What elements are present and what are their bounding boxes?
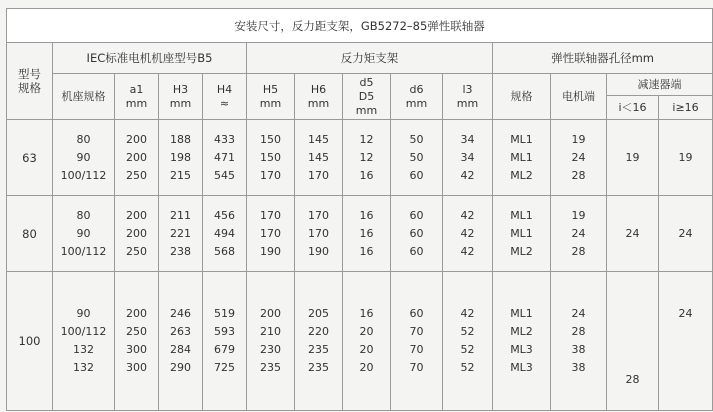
h5-header-unit: mm bbox=[259, 96, 282, 110]
l3-header-unit: mm bbox=[456, 96, 479, 110]
h6-value: 170 bbox=[308, 208, 329, 222]
d5-cell bbox=[343, 120, 391, 196]
h4-header-unit: ≈ bbox=[219, 96, 230, 110]
model-header-line1: 型号 bbox=[18, 67, 41, 81]
motor-end-value: 24 bbox=[571, 307, 586, 320]
h3-value: 238 bbox=[170, 244, 191, 258]
d6-value: 60 bbox=[409, 307, 424, 320]
reducer-end-header: 减速器端 bbox=[607, 74, 713, 96]
h6-cell bbox=[295, 120, 343, 196]
h4-value: 494 bbox=[214, 226, 235, 240]
d5-value: 16 bbox=[359, 168, 374, 182]
h4-cell bbox=[203, 120, 247, 196]
d6-cell bbox=[391, 272, 443, 411]
h5-value: 190 bbox=[260, 244, 281, 258]
l3-cell bbox=[443, 272, 493, 411]
h6-value: 170 bbox=[308, 226, 329, 240]
h4-value: 568 bbox=[214, 244, 235, 258]
d6-value: 60 bbox=[409, 244, 424, 258]
d6-header bbox=[391, 74, 443, 120]
l3-value: 34 bbox=[460, 132, 475, 146]
frame-cell bbox=[53, 120, 115, 196]
frame-value: 132 bbox=[73, 361, 94, 374]
spec-value: ML1 bbox=[510, 307, 533, 320]
spec-value: ML1 bbox=[510, 208, 533, 222]
motor-end-value: 28 bbox=[571, 168, 586, 182]
motor-end-value: 38 bbox=[571, 361, 586, 374]
table-row bbox=[7, 120, 713, 196]
d6-value: 60 bbox=[409, 226, 424, 240]
h3-header-name: H3 bbox=[172, 82, 189, 96]
d6-value: 60 bbox=[409, 168, 424, 182]
h4-cell bbox=[203, 272, 247, 411]
h5-cell bbox=[247, 120, 295, 196]
d5-value: 16 bbox=[359, 208, 374, 222]
motor-end-value: 24 bbox=[571, 150, 586, 164]
h5-cell bbox=[247, 196, 295, 272]
a1-value: 200 bbox=[126, 307, 147, 320]
spec-cell bbox=[493, 272, 551, 411]
a1-value: 250 bbox=[126, 244, 147, 258]
h5-cell bbox=[247, 272, 295, 411]
a1-value: 200 bbox=[126, 150, 147, 164]
h3-header-unit: mm bbox=[169, 96, 192, 110]
h5-header bbox=[247, 74, 295, 120]
h3-value: 263 bbox=[170, 325, 191, 338]
ratio-ge16-cell: 19 bbox=[659, 120, 713, 196]
d6-header-name: d6 bbox=[409, 82, 424, 96]
l3-value: 42 bbox=[460, 244, 475, 258]
h5-value: 150 bbox=[260, 132, 281, 146]
h6-header-name: H6 bbox=[310, 82, 327, 96]
h4-value: 471 bbox=[214, 150, 235, 164]
l3-cell bbox=[443, 120, 493, 196]
h4-header-name: H4 bbox=[216, 82, 233, 96]
h6-value: 235 bbox=[308, 343, 329, 356]
h4-value: 725 bbox=[214, 361, 235, 374]
model-cell: 63 bbox=[7, 120, 53, 196]
l3-header-name: l3 bbox=[462, 82, 473, 96]
d5-header-unit: mm bbox=[355, 103, 378, 117]
a1-value: 200 bbox=[126, 132, 147, 146]
l3-value: 42 bbox=[460, 168, 475, 182]
frame-value: 100/112 bbox=[60, 244, 107, 258]
motor-end-cell bbox=[551, 272, 607, 411]
ratio-ge16-cell: 24 bbox=[659, 196, 713, 272]
motor-end-value: 28 bbox=[571, 325, 586, 338]
d5-value: 16 bbox=[359, 244, 374, 258]
d5-value: 12 bbox=[359, 150, 374, 164]
h3-value: 215 bbox=[170, 168, 191, 182]
model-header-line2: 规格 bbox=[18, 81, 41, 95]
motor-end-header: 电机端 bbox=[551, 74, 607, 120]
d6-value: 50 bbox=[409, 150, 424, 164]
d5-header bbox=[343, 74, 391, 120]
h4-value: 519 bbox=[214, 307, 235, 320]
d5-header-name-2: D5 bbox=[358, 89, 375, 103]
d6-cell bbox=[391, 120, 443, 196]
iec-group-header: IEC标准电机机座型号B5 bbox=[53, 43, 247, 74]
frame-value: 90 bbox=[76, 226, 91, 240]
motor-end-cell bbox=[551, 196, 607, 272]
coupling-group-header: 弹性联轴器孔径mm bbox=[493, 43, 713, 74]
h6-cell bbox=[295, 196, 343, 272]
ratio-lt16-cell: 28 bbox=[607, 272, 659, 411]
frame-value: 90 bbox=[76, 307, 91, 320]
l3-value: 34 bbox=[460, 150, 475, 164]
h5-value: 170 bbox=[260, 208, 281, 222]
h6-header-unit: mm bbox=[307, 96, 330, 110]
h4-value: 593 bbox=[214, 325, 235, 338]
h4-header bbox=[203, 74, 247, 120]
ratio-lt16-header: i＜16 bbox=[607, 96, 659, 120]
a1-value: 300 bbox=[126, 343, 147, 356]
l3-value: 52 bbox=[460, 325, 475, 338]
a1-value: 200 bbox=[126, 208, 147, 222]
motor-end-value: 19 bbox=[571, 132, 586, 146]
ratio-lt16-cell: 19 bbox=[607, 120, 659, 196]
table-row bbox=[7, 272, 713, 411]
d5-value: 16 bbox=[359, 307, 374, 320]
l3-header bbox=[443, 74, 493, 120]
table-row bbox=[7, 196, 713, 272]
motor-end-value: 38 bbox=[571, 343, 586, 356]
spec-cell bbox=[493, 120, 551, 196]
h5-value: 170 bbox=[260, 168, 281, 182]
h5-value: 235 bbox=[260, 361, 281, 374]
h6-value: 145 bbox=[308, 132, 329, 146]
d6-header-unit: mm bbox=[405, 96, 428, 110]
frame-value: 80 bbox=[76, 132, 91, 146]
h4-value: 545 bbox=[214, 168, 235, 182]
d5-header-name: d5 bbox=[359, 75, 374, 89]
spec-value: ML2 bbox=[510, 168, 533, 182]
h3-value: 198 bbox=[170, 150, 191, 164]
a1-header-name: a1 bbox=[129, 82, 144, 96]
ratio-lt16-cell: 24 bbox=[607, 196, 659, 272]
h6-value: 190 bbox=[308, 244, 329, 258]
h6-value: 170 bbox=[308, 168, 329, 182]
h5-value: 230 bbox=[260, 343, 281, 356]
h4-value: 679 bbox=[214, 343, 235, 356]
frame-value: 90 bbox=[76, 150, 91, 164]
h3-header bbox=[159, 74, 203, 120]
h6-header bbox=[295, 74, 343, 120]
d6-cell bbox=[391, 196, 443, 272]
d5-value: 16 bbox=[359, 226, 374, 240]
h3-value: 290 bbox=[170, 361, 191, 374]
h5-value: 210 bbox=[260, 325, 281, 338]
h6-value: 235 bbox=[308, 361, 329, 374]
frame-header: 机座规格 bbox=[53, 74, 115, 120]
frame-cell bbox=[53, 272, 115, 411]
table-title: 安装尺寸，反力距支架，GB5272–85弹性联轴器 bbox=[7, 9, 713, 43]
d6-value: 70 bbox=[409, 325, 424, 338]
h6-value: 205 bbox=[308, 307, 329, 320]
motor-end-cell bbox=[551, 120, 607, 196]
frame-cell bbox=[53, 196, 115, 272]
motor-end-value: 24 bbox=[571, 226, 586, 240]
h3-cell bbox=[159, 272, 203, 411]
a1-value: 250 bbox=[126, 325, 147, 338]
d6-value: 50 bbox=[409, 132, 424, 146]
l3-value: 42 bbox=[460, 226, 475, 240]
h5-value: 170 bbox=[260, 226, 281, 240]
model-cell: 100 bbox=[7, 272, 53, 411]
a1-header bbox=[115, 74, 159, 120]
frame-value: 100/112 bbox=[60, 325, 107, 338]
h3-value: 211 bbox=[170, 208, 191, 222]
spec-value: ML1 bbox=[510, 150, 533, 164]
frame-value: 80 bbox=[76, 208, 91, 222]
frame-value: 132 bbox=[73, 343, 94, 356]
h3-value: 188 bbox=[170, 132, 191, 146]
d5-value: 12 bbox=[359, 132, 374, 146]
h3-cell bbox=[159, 196, 203, 272]
installation-dimensions-table bbox=[6, 8, 713, 411]
motor-end-value: 28 bbox=[571, 244, 586, 258]
h3-value: 284 bbox=[170, 343, 191, 356]
l3-value: 42 bbox=[460, 307, 475, 320]
h6-cell bbox=[295, 272, 343, 411]
a1-value: 200 bbox=[126, 226, 147, 240]
h5-value: 150 bbox=[260, 150, 281, 164]
a1-cell bbox=[115, 120, 159, 196]
spec-cell bbox=[493, 196, 551, 272]
motor-end-value: 19 bbox=[571, 208, 586, 222]
a1-cell bbox=[115, 196, 159, 272]
h5-header-name: H5 bbox=[262, 82, 279, 96]
spec-header: 规格 bbox=[493, 74, 551, 120]
d5-cell bbox=[343, 196, 391, 272]
h4-value: 456 bbox=[214, 208, 235, 222]
h3-value: 246 bbox=[170, 307, 191, 320]
a1-value: 300 bbox=[126, 361, 147, 374]
h5-value: 200 bbox=[260, 307, 281, 320]
d6-value: 60 bbox=[409, 208, 424, 222]
ratio-ge16-cell: 24 bbox=[659, 272, 713, 411]
spec-value: ML3 bbox=[510, 343, 533, 356]
l3-cell bbox=[443, 196, 493, 272]
h4-cell bbox=[203, 196, 247, 272]
a1-header-unit: mm bbox=[125, 96, 148, 110]
spec-value: ML2 bbox=[510, 244, 533, 258]
h6-value: 220 bbox=[308, 325, 329, 338]
l3-value: 52 bbox=[460, 361, 475, 374]
d6-value: 70 bbox=[409, 343, 424, 356]
a1-value: 250 bbox=[126, 168, 147, 182]
h4-value: 433 bbox=[214, 132, 235, 146]
ratio-ge16-header: i≥16 bbox=[659, 96, 713, 120]
model-cell: 80 bbox=[7, 196, 53, 272]
d6-value: 70 bbox=[409, 361, 424, 374]
frame-value: 100/112 bbox=[60, 168, 107, 182]
bracket-group-header: 反力矩支架 bbox=[247, 43, 493, 74]
h3-value: 221 bbox=[170, 226, 191, 240]
spec-value: ML2 bbox=[510, 325, 533, 338]
spec-value: ML1 bbox=[510, 132, 533, 146]
a1-cell bbox=[115, 272, 159, 411]
h3-cell bbox=[159, 120, 203, 196]
d5-value: 20 bbox=[359, 361, 374, 374]
h6-value: 145 bbox=[308, 150, 329, 164]
l3-value: 42 bbox=[460, 208, 475, 222]
spec-value: ML1 bbox=[510, 226, 533, 240]
l3-value: 52 bbox=[460, 343, 475, 356]
model-header bbox=[7, 43, 53, 120]
d5-cell bbox=[343, 272, 391, 411]
spec-value: ML3 bbox=[510, 361, 533, 374]
d5-value: 20 bbox=[359, 343, 374, 356]
d5-value: 20 bbox=[359, 325, 374, 338]
